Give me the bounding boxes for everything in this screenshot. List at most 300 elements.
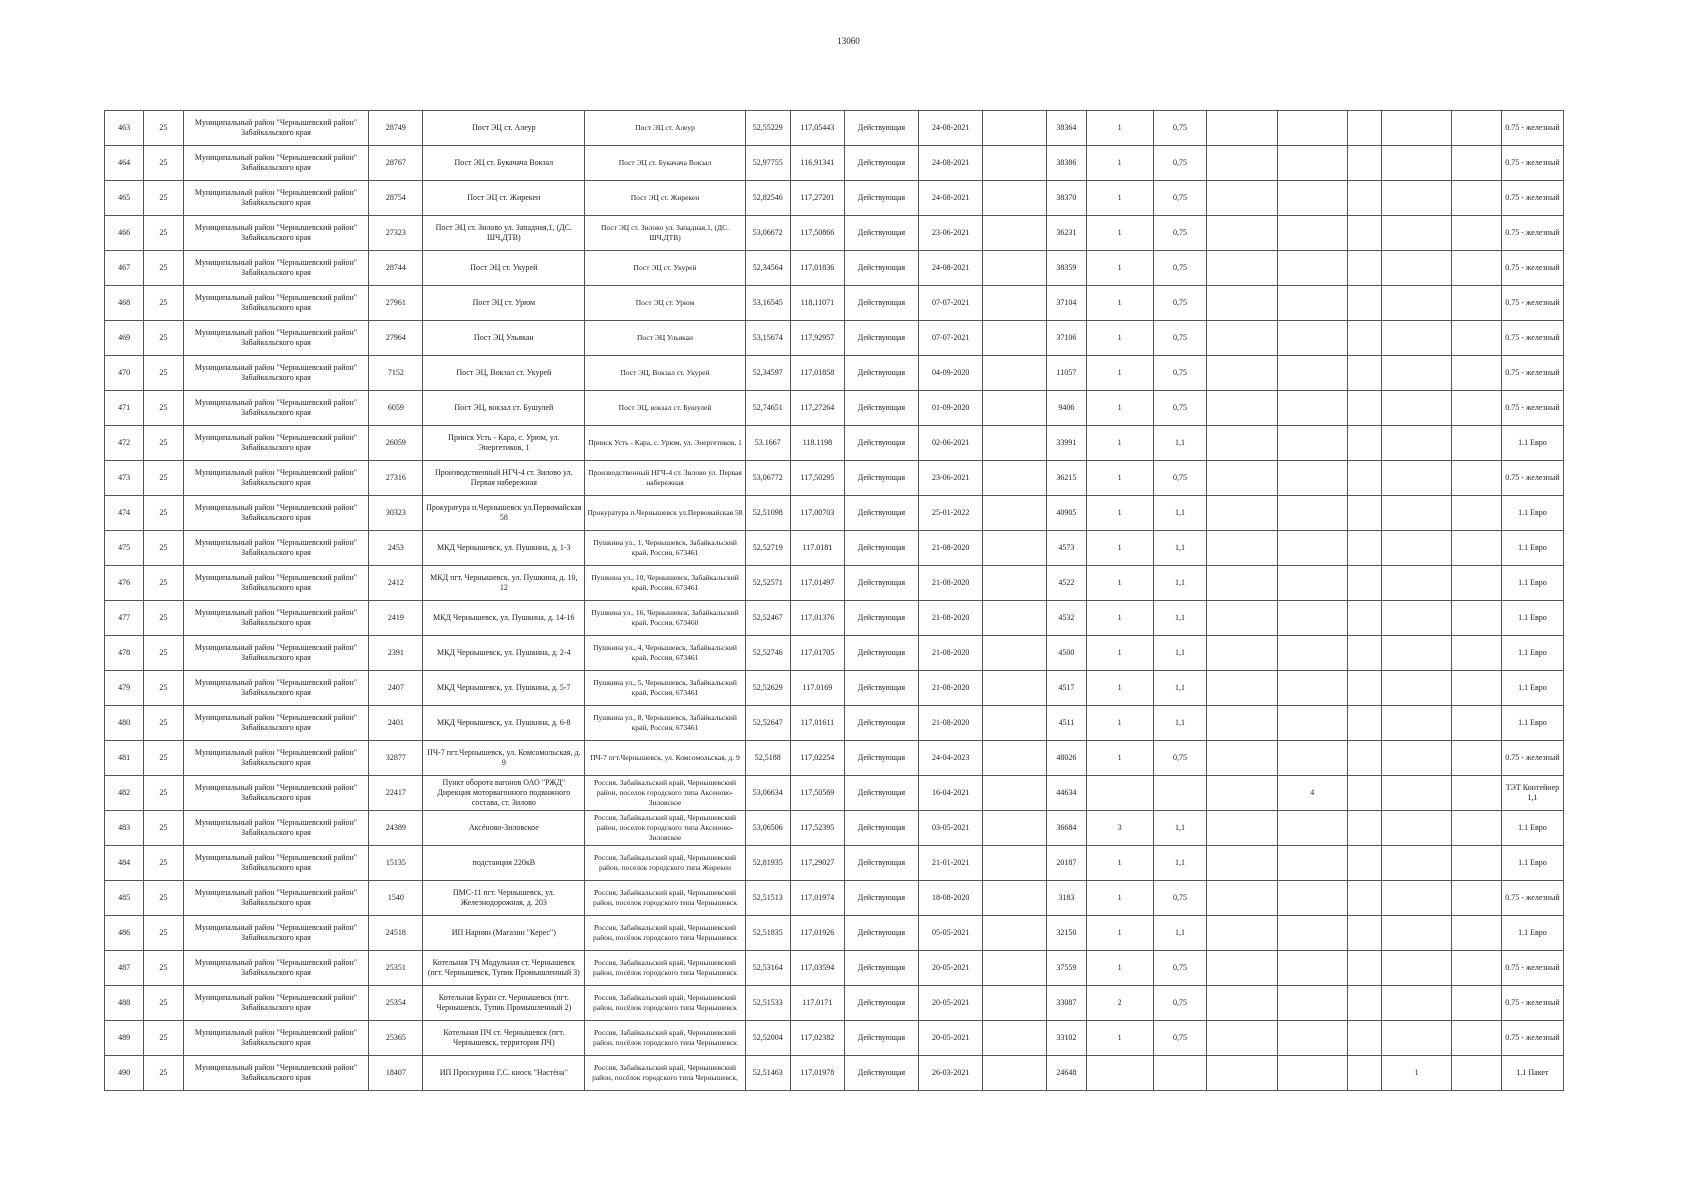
table-row — [105, 426, 1564, 461]
cell-site-id: 2419 — [369, 601, 423, 636]
table-row — [105, 391, 1564, 426]
cell-row-number: 471 — [105, 391, 144, 426]
cell-status: Действующая — [844, 846, 918, 881]
table-row — [105, 811, 1564, 846]
table-row — [105, 111, 1564, 146]
cell-status: Действующая — [844, 216, 918, 251]
cell-municipality: Муниципальный район "Чернышевский район" Забайкальского края — [183, 111, 369, 146]
cell-container-count: 2 — [1086, 986, 1153, 1021]
cell-longitude: 117,01978 — [791, 1056, 845, 1091]
cell-blank-1 — [983, 111, 1047, 146]
cell-region-code: 25 — [144, 706, 183, 741]
cell-site-id: 25354 — [369, 986, 423, 1021]
cell-latitude: 52,51533 — [745, 986, 790, 1021]
cell-date: 05-05-2021 — [919, 916, 983, 951]
cell-status: Действующая — [844, 356, 918, 391]
cell-site-address: Россия, Забайкальский край, Чернышевский район, посёлок городского типа Чернышевск — [585, 986, 745, 1021]
cell-blank-3 — [1347, 881, 1381, 916]
table-row — [105, 671, 1564, 706]
cell-registry-number: 4500 — [1047, 636, 1086, 671]
cell-blank-4 — [1452, 321, 1502, 356]
cell-container-type: 0.75 - железный — [1501, 1021, 1563, 1056]
cell-status: Действующая — [844, 741, 918, 776]
cell-longitude: 117,27201 — [791, 181, 845, 216]
cell-latitude: 53,06772 — [745, 461, 790, 496]
cell-blank-3 — [1347, 321, 1381, 356]
cell-count-3 — [1381, 566, 1451, 601]
cell-site-name: Котельная ТЧ Модульная ст. Чернышевск (пгт. Чернышевск, Тупик Промышленный 3) — [423, 951, 585, 986]
cell-registry-number: 33102 — [1047, 1021, 1086, 1056]
cell-count-2 — [1277, 251, 1347, 286]
cell-blank-3 — [1347, 426, 1381, 461]
cell-site-id: 32877 — [369, 741, 423, 776]
cell-site-address: Пушкина ул., 4, Чернышевск, Забайкальский край, Россия, 673461 — [585, 636, 745, 671]
cell-blank-2 — [1207, 496, 1277, 531]
cell-registry-number: 11057 — [1047, 356, 1086, 391]
cell-site-name: Прииск Усть - Кара, с. Урюм, ул. Энергетиков, 1 — [423, 426, 585, 461]
cell-registry-number: 4522 — [1047, 566, 1086, 601]
cell-blank-4 — [1452, 111, 1502, 146]
cell-status: Действующая — [844, 146, 918, 181]
cell-latitude: 52,55229 — [745, 111, 790, 146]
cell-blank-4 — [1452, 776, 1502, 811]
cell-longitude: 117,01926 — [791, 916, 845, 951]
cell-container-volume: 1,1 — [1153, 426, 1207, 461]
cell-count-2 — [1277, 321, 1347, 356]
cell-blank-2 — [1207, 776, 1277, 811]
cell-site-address: Пост ЭЦ, вокзал ст. Бушулей — [585, 391, 745, 426]
cell-container-count: 1 — [1086, 741, 1153, 776]
cell-date: 07-07-2021 — [919, 321, 983, 356]
table-row — [105, 601, 1564, 636]
cell-region-code: 25 — [144, 671, 183, 706]
cell-container-volume: 1,1 — [1153, 531, 1207, 566]
cell-site-id: 30323 — [369, 496, 423, 531]
cell-container-count — [1086, 1056, 1153, 1091]
cell-latitude: 52,52647 — [745, 706, 790, 741]
cell-blank-1 — [983, 951, 1047, 986]
cell-site-address: Россия, Забайкальский край, Чернышевский район, посёлок городского типа Чернышевск, — [585, 1056, 745, 1091]
cell-blank-4 — [1452, 531, 1502, 566]
cell-date: 03-05-2021 — [919, 811, 983, 846]
cell-date: 20-05-2021 — [919, 1021, 983, 1056]
cell-site-address: Прокуратура п.Чернышевск ул.Первомайская 58 — [585, 496, 745, 531]
cell-blank-3 — [1347, 146, 1381, 181]
cell-latitude: 52,97755 — [745, 146, 790, 181]
cell-blank-4 — [1452, 916, 1502, 951]
cell-latitude: 52,51835 — [745, 916, 790, 951]
cell-date: 21-08-2020 — [919, 706, 983, 741]
cell-region-code: 25 — [144, 776, 183, 811]
cell-blank-3 — [1347, 776, 1381, 811]
cell-container-volume: 0,75 — [1153, 881, 1207, 916]
cell-municipality: Муниципальный район "Чернышевский район" Забайкальского края — [183, 356, 369, 391]
cell-date: 02-06-2021 — [919, 426, 983, 461]
table-row — [105, 916, 1564, 951]
cell-blank-2 — [1207, 321, 1277, 356]
cell-container-volume: 0,75 — [1153, 111, 1207, 146]
cell-blank-4 — [1452, 391, 1502, 426]
cell-container-count: 1 — [1086, 321, 1153, 356]
table-row — [105, 531, 1564, 566]
cell-site-address: Пост ЭЦ ст. Зилово ул. Западная,1, (ДС. ШЧ,ДТВ) — [585, 216, 745, 251]
cell-longitude: 117,01611 — [791, 706, 845, 741]
cell-longitude: 117,27264 — [791, 391, 845, 426]
cell-date: 24-08-2021 — [919, 111, 983, 146]
cell-container-volume: 0,75 — [1153, 251, 1207, 286]
cell-site-name: Производственный НГЧ-4 ст. Зилово ул. Первая набережная — [423, 461, 585, 496]
cell-container-count: 1 — [1086, 601, 1153, 636]
cell-registry-number: 48026 — [1047, 741, 1086, 776]
cell-count-3 — [1381, 356, 1451, 391]
cell-row-number: 482 — [105, 776, 144, 811]
cell-latitude: 52,51513 — [745, 881, 790, 916]
cell-site-address: Пост ЭЦ Ульякан — [585, 321, 745, 356]
cell-longitude: 118.1198 — [791, 426, 845, 461]
cell-site-id: 27961 — [369, 286, 423, 321]
cell-count-3 — [1381, 1021, 1451, 1056]
cell-status: Действующая — [844, 251, 918, 286]
cell-blank-1 — [983, 846, 1047, 881]
cell-latitude: 52,74651 — [745, 391, 790, 426]
cell-blank-3 — [1347, 286, 1381, 321]
cell-blank-2 — [1207, 181, 1277, 216]
cell-status: Действующая — [844, 811, 918, 846]
cell-blank-3 — [1347, 461, 1381, 496]
cell-blank-2 — [1207, 636, 1277, 671]
cell-site-address: Россия, Забайкальский край, Чернышевский район, поселок городского типа Жирекен — [585, 846, 745, 881]
cell-container-volume — [1153, 776, 1207, 811]
cell-blank-1 — [983, 181, 1047, 216]
cell-count-3 — [1381, 846, 1451, 881]
cell-container-type: 0.75 - железный — [1501, 461, 1563, 496]
cell-date: 23-06-2021 — [919, 461, 983, 496]
cell-region-code: 25 — [144, 356, 183, 391]
cell-container-volume: 1,1 — [1153, 601, 1207, 636]
cell-blank-3 — [1347, 356, 1381, 391]
cell-row-number: 481 — [105, 741, 144, 776]
cell-municipality: Муниципальный район "Чернышевский район" Забайкальского края — [183, 636, 369, 671]
cell-region-code: 25 — [144, 881, 183, 916]
cell-blank-2 — [1207, 741, 1277, 776]
cell-blank-1 — [983, 986, 1047, 1021]
cell-row-number: 475 — [105, 531, 144, 566]
cell-date: 21-08-2020 — [919, 636, 983, 671]
cell-status: Действующая — [844, 706, 918, 741]
cell-site-id: 1540 — [369, 881, 423, 916]
cell-blank-1 — [983, 636, 1047, 671]
cell-container-count: 3 — [1086, 811, 1153, 846]
cell-registry-number: 4573 — [1047, 531, 1086, 566]
cell-count-2 — [1277, 356, 1347, 391]
cell-blank-3 — [1347, 111, 1381, 146]
cell-row-number: 466 — [105, 216, 144, 251]
cell-registry-number: 37106 — [1047, 321, 1086, 356]
cell-container-count: 1 — [1086, 286, 1153, 321]
cell-count-2 — [1277, 216, 1347, 251]
cell-blank-1 — [983, 321, 1047, 356]
cell-municipality: Муниципальный район "Чернышевский район" Забайкальского края — [183, 776, 369, 811]
cell-blank-1 — [983, 251, 1047, 286]
cell-date: 24-08-2021 — [919, 181, 983, 216]
cell-container-count: 1 — [1086, 111, 1153, 146]
cell-blank-2 — [1207, 391, 1277, 426]
cell-container-volume: 0,75 — [1153, 146, 1207, 181]
cell-status: Действующая — [844, 916, 918, 951]
cell-date: 21-01-2021 — [919, 846, 983, 881]
cell-blank-4 — [1452, 706, 1502, 741]
cell-region-code: 25 — [144, 1056, 183, 1091]
cell-container-count: 1 — [1086, 846, 1153, 881]
cell-date: 20-05-2021 — [919, 986, 983, 1021]
cell-site-address: Пост ЭЦ ст. Урюм — [585, 286, 745, 321]
cell-longitude: 117.0181 — [791, 531, 845, 566]
cell-blank-3 — [1347, 636, 1381, 671]
cell-latitude: 52,5188 — [745, 741, 790, 776]
cell-blank-1 — [983, 601, 1047, 636]
cell-blank-1 — [983, 671, 1047, 706]
cell-region-code: 25 — [144, 846, 183, 881]
cell-site-id: 27323 — [369, 216, 423, 251]
cell-longitude: 116,91341 — [791, 146, 845, 181]
cell-container-volume: 1,1 — [1153, 916, 1207, 951]
cell-container-type: 1.1 Евро — [1501, 916, 1563, 951]
cell-status: Действующая — [844, 461, 918, 496]
cell-row-number: 465 — [105, 181, 144, 216]
cell-site-name: МКД Чернышевск, ул. Пушкина, д. 5-7 — [423, 671, 585, 706]
cell-municipality: Муниципальный район "Чернышевский район" Забайкальского края — [183, 566, 369, 601]
cell-blank-3 — [1347, 811, 1381, 846]
cell-latitude: 53,06506 — [745, 811, 790, 846]
cell-registry-number: 32150 — [1047, 916, 1086, 951]
cell-container-count: 1 — [1086, 356, 1153, 391]
cell-row-number: 488 — [105, 986, 144, 1021]
cell-status: Действующая — [844, 531, 918, 566]
cell-region-code: 25 — [144, 741, 183, 776]
cell-container-type: 1.1 Пакет — [1501, 1056, 1563, 1091]
cell-container-volume: 0,75 — [1153, 461, 1207, 496]
cell-blank-4 — [1452, 601, 1502, 636]
cell-registry-number: 38370 — [1047, 181, 1086, 216]
cell-container-volume — [1153, 1056, 1207, 1091]
cell-site-address: Пост ЭЦ ст. Букачача Вокзал — [585, 146, 745, 181]
table-row — [105, 286, 1564, 321]
cell-site-address: Пушкина ул., 8, Чернышевск, Забайкальский край, Россия, 673461 — [585, 706, 745, 741]
table-row — [105, 496, 1564, 531]
cell-blank-1 — [983, 566, 1047, 601]
cell-count-2 — [1277, 671, 1347, 706]
cell-blank-4 — [1452, 741, 1502, 776]
cell-blank-1 — [983, 776, 1047, 811]
cell-status: Действующая — [844, 636, 918, 671]
cell-date: 21-08-2020 — [919, 531, 983, 566]
cell-container-count: 1 — [1086, 531, 1153, 566]
cell-municipality: Муниципальный район "Чернышевский район" Забайкальского края — [183, 286, 369, 321]
cell-site-address: Россия, Забайкальский край, Чернышевский район, поселок городского типа Чернышевск — [585, 881, 745, 916]
cell-municipality: Муниципальный район "Чернышевский район" Забайкальского края — [183, 251, 369, 286]
table-row — [105, 216, 1564, 251]
cell-site-id: 28744 — [369, 251, 423, 286]
cell-site-name: ПЧ-7 пгт.Чернышевск, ул. Комсомольская, д. 9 — [423, 741, 585, 776]
cell-site-id: 28754 — [369, 181, 423, 216]
table-row — [105, 566, 1564, 601]
cell-registry-number: 37104 — [1047, 286, 1086, 321]
cell-site-name: Пост ЭЦ, вокзал ст. Бушулей — [423, 391, 585, 426]
cell-registry-number: 38364 — [1047, 111, 1086, 146]
cell-date: 20-05-2021 — [919, 951, 983, 986]
cell-date: 07-07-2021 — [919, 286, 983, 321]
cell-site-id: 2412 — [369, 566, 423, 601]
cell-count-3 — [1381, 391, 1451, 426]
cell-region-code: 25 — [144, 951, 183, 986]
cell-municipality: Муниципальный район "Чернышевский район" Забайкальского края — [183, 321, 369, 356]
table-row — [105, 881, 1564, 916]
cell-count-3 — [1381, 251, 1451, 286]
cell-blank-2 — [1207, 531, 1277, 566]
cell-container-type: 0.75 - железный — [1501, 356, 1563, 391]
cell-date: 21-08-2020 — [919, 566, 983, 601]
cell-blank-4 — [1452, 181, 1502, 216]
cell-site-name: МКД Чернышевск, ул. Пушкина, д. 14-16 — [423, 601, 585, 636]
cell-latitude: 52,52719 — [745, 531, 790, 566]
cell-count-2 — [1277, 636, 1347, 671]
cell-site-id: 7152 — [369, 356, 423, 391]
cell-blank-2 — [1207, 951, 1277, 986]
cell-municipality: Муниципальный район "Чернышевский район" Забайкальского края — [183, 461, 369, 496]
cell-site-id: 6059 — [369, 391, 423, 426]
cell-region-code: 25 — [144, 461, 183, 496]
cell-row-number: 478 — [105, 636, 144, 671]
cell-count-3 — [1381, 461, 1451, 496]
cell-container-count: 1 — [1086, 636, 1153, 671]
cell-container-volume: 1,1 — [1153, 636, 1207, 671]
cell-registry-number: 38359 — [1047, 251, 1086, 286]
table-row — [105, 706, 1564, 741]
cell-count-3 — [1381, 426, 1451, 461]
cell-date: 24-08-2021 — [919, 146, 983, 181]
cell-longitude: 117,00703 — [791, 496, 845, 531]
cell-status: Действующая — [844, 881, 918, 916]
cell-registry-number: 40905 — [1047, 496, 1086, 531]
cell-site-id: 2401 — [369, 706, 423, 741]
cell-container-volume: 1,1 — [1153, 566, 1207, 601]
cell-blank-3 — [1347, 216, 1381, 251]
cell-site-id: 26059 — [369, 426, 423, 461]
table-row — [105, 146, 1564, 181]
cell-longitude: 117,52395 — [791, 811, 845, 846]
cell-blank-3 — [1347, 566, 1381, 601]
cell-longitude: 117,01974 — [791, 881, 845, 916]
cell-container-volume: 1,1 — [1153, 706, 1207, 741]
cell-container-type: 1.1 Евро — [1501, 496, 1563, 531]
cell-site-name: Котельная Буран ст. Чернышевск (пгт. Чернышевск, Тупик Промышленный 2) — [423, 986, 585, 1021]
cell-status: Действующая — [844, 496, 918, 531]
cell-registry-number: 24648 — [1047, 1056, 1086, 1091]
cell-container-type: 1.1 Евро — [1501, 846, 1563, 881]
cell-latitude: 52,53164 — [745, 951, 790, 986]
cell-longitude: 117,01497 — [791, 566, 845, 601]
cell-site-name: Пост ЭЦ ст. Жирекен — [423, 181, 585, 216]
cell-date: 23-06-2021 — [919, 216, 983, 251]
cell-status: Действующая — [844, 286, 918, 321]
cell-blank-4 — [1452, 461, 1502, 496]
cell-count-2 — [1277, 951, 1347, 986]
cell-date: 21-08-2020 — [919, 601, 983, 636]
cell-region-code: 25 — [144, 321, 183, 356]
cell-status: Действующая — [844, 321, 918, 356]
cell-status: Действующая — [844, 566, 918, 601]
cell-site-id: 24518 — [369, 916, 423, 951]
cell-region-code: 25 — [144, 986, 183, 1021]
cell-container-volume: 1,1 — [1153, 846, 1207, 881]
cell-registry-number: 36231 — [1047, 216, 1086, 251]
cell-blank-3 — [1347, 496, 1381, 531]
cell-municipality: Муниципальный район "Чернышевский район" Забайкальского края — [183, 1021, 369, 1056]
cell-region-code: 25 — [144, 496, 183, 531]
cell-region-code: 25 — [144, 601, 183, 636]
cell-blank-2 — [1207, 601, 1277, 636]
cell-site-name: Аксёново-Зиловское — [423, 811, 585, 846]
cell-row-number: 480 — [105, 706, 144, 741]
cell-status: Действующая — [844, 181, 918, 216]
cell-municipality: Муниципальный район "Чернышевский район" Забайкальского края — [183, 146, 369, 181]
cell-count-3 — [1381, 286, 1451, 321]
cell-count-3 — [1381, 706, 1451, 741]
cell-container-volume: 1,1 — [1153, 671, 1207, 706]
cell-count-3 — [1381, 671, 1451, 706]
cell-blank-4 — [1452, 286, 1502, 321]
cell-latitude: 52,52004 — [745, 1021, 790, 1056]
cell-container-type: 1.1 Евро — [1501, 426, 1563, 461]
cell-container-count: 1 — [1086, 216, 1153, 251]
cell-site-id: 28749 — [369, 111, 423, 146]
cell-longitude: 117,03594 — [791, 951, 845, 986]
cell-site-name: МКД Чернышевск, ул. Пушкина, д. 2-4 — [423, 636, 585, 671]
cell-blank-2 — [1207, 881, 1277, 916]
cell-site-id: 2391 — [369, 636, 423, 671]
cell-region-code: 25 — [144, 251, 183, 286]
cell-status: Действующая — [844, 951, 918, 986]
table-row — [105, 181, 1564, 216]
cell-count-3 — [1381, 531, 1451, 566]
cell-site-id: 15135 — [369, 846, 423, 881]
cell-status: Действующая — [844, 1021, 918, 1056]
cell-region-code: 25 — [144, 391, 183, 426]
cell-site-name: Пункт оборота вагонов ОАО "РЖД" Дирекция моторвагонного подвижного состава, ст. Зилово — [423, 776, 585, 811]
cell-longitude: 117,50569 — [791, 776, 845, 811]
cell-blank-1 — [983, 531, 1047, 566]
table-row — [105, 636, 1564, 671]
cell-container-type: 0.75 - железный — [1501, 181, 1563, 216]
cell-latitude: 52,51463 — [745, 1056, 790, 1091]
cell-blank-1 — [983, 426, 1047, 461]
cell-longitude: 118,11071 — [791, 286, 845, 321]
cell-site-name: Пост ЭЦ ст. Алеур — [423, 111, 585, 146]
cell-status: Действующая — [844, 601, 918, 636]
cell-longitude: 117,92957 — [791, 321, 845, 356]
table-row — [105, 461, 1564, 496]
cell-registry-number: 44634 — [1047, 776, 1086, 811]
cell-count-2 — [1277, 986, 1347, 1021]
cell-container-type: 0.75 - железный — [1501, 321, 1563, 356]
cell-blank-1 — [983, 1021, 1047, 1056]
cell-site-id: 25351 — [369, 951, 423, 986]
cell-region-code: 25 — [144, 146, 183, 181]
cell-container-count: 1 — [1086, 916, 1153, 951]
cell-blank-4 — [1452, 496, 1502, 531]
cell-container-count: 1 — [1086, 181, 1153, 216]
cell-blank-2 — [1207, 1056, 1277, 1091]
